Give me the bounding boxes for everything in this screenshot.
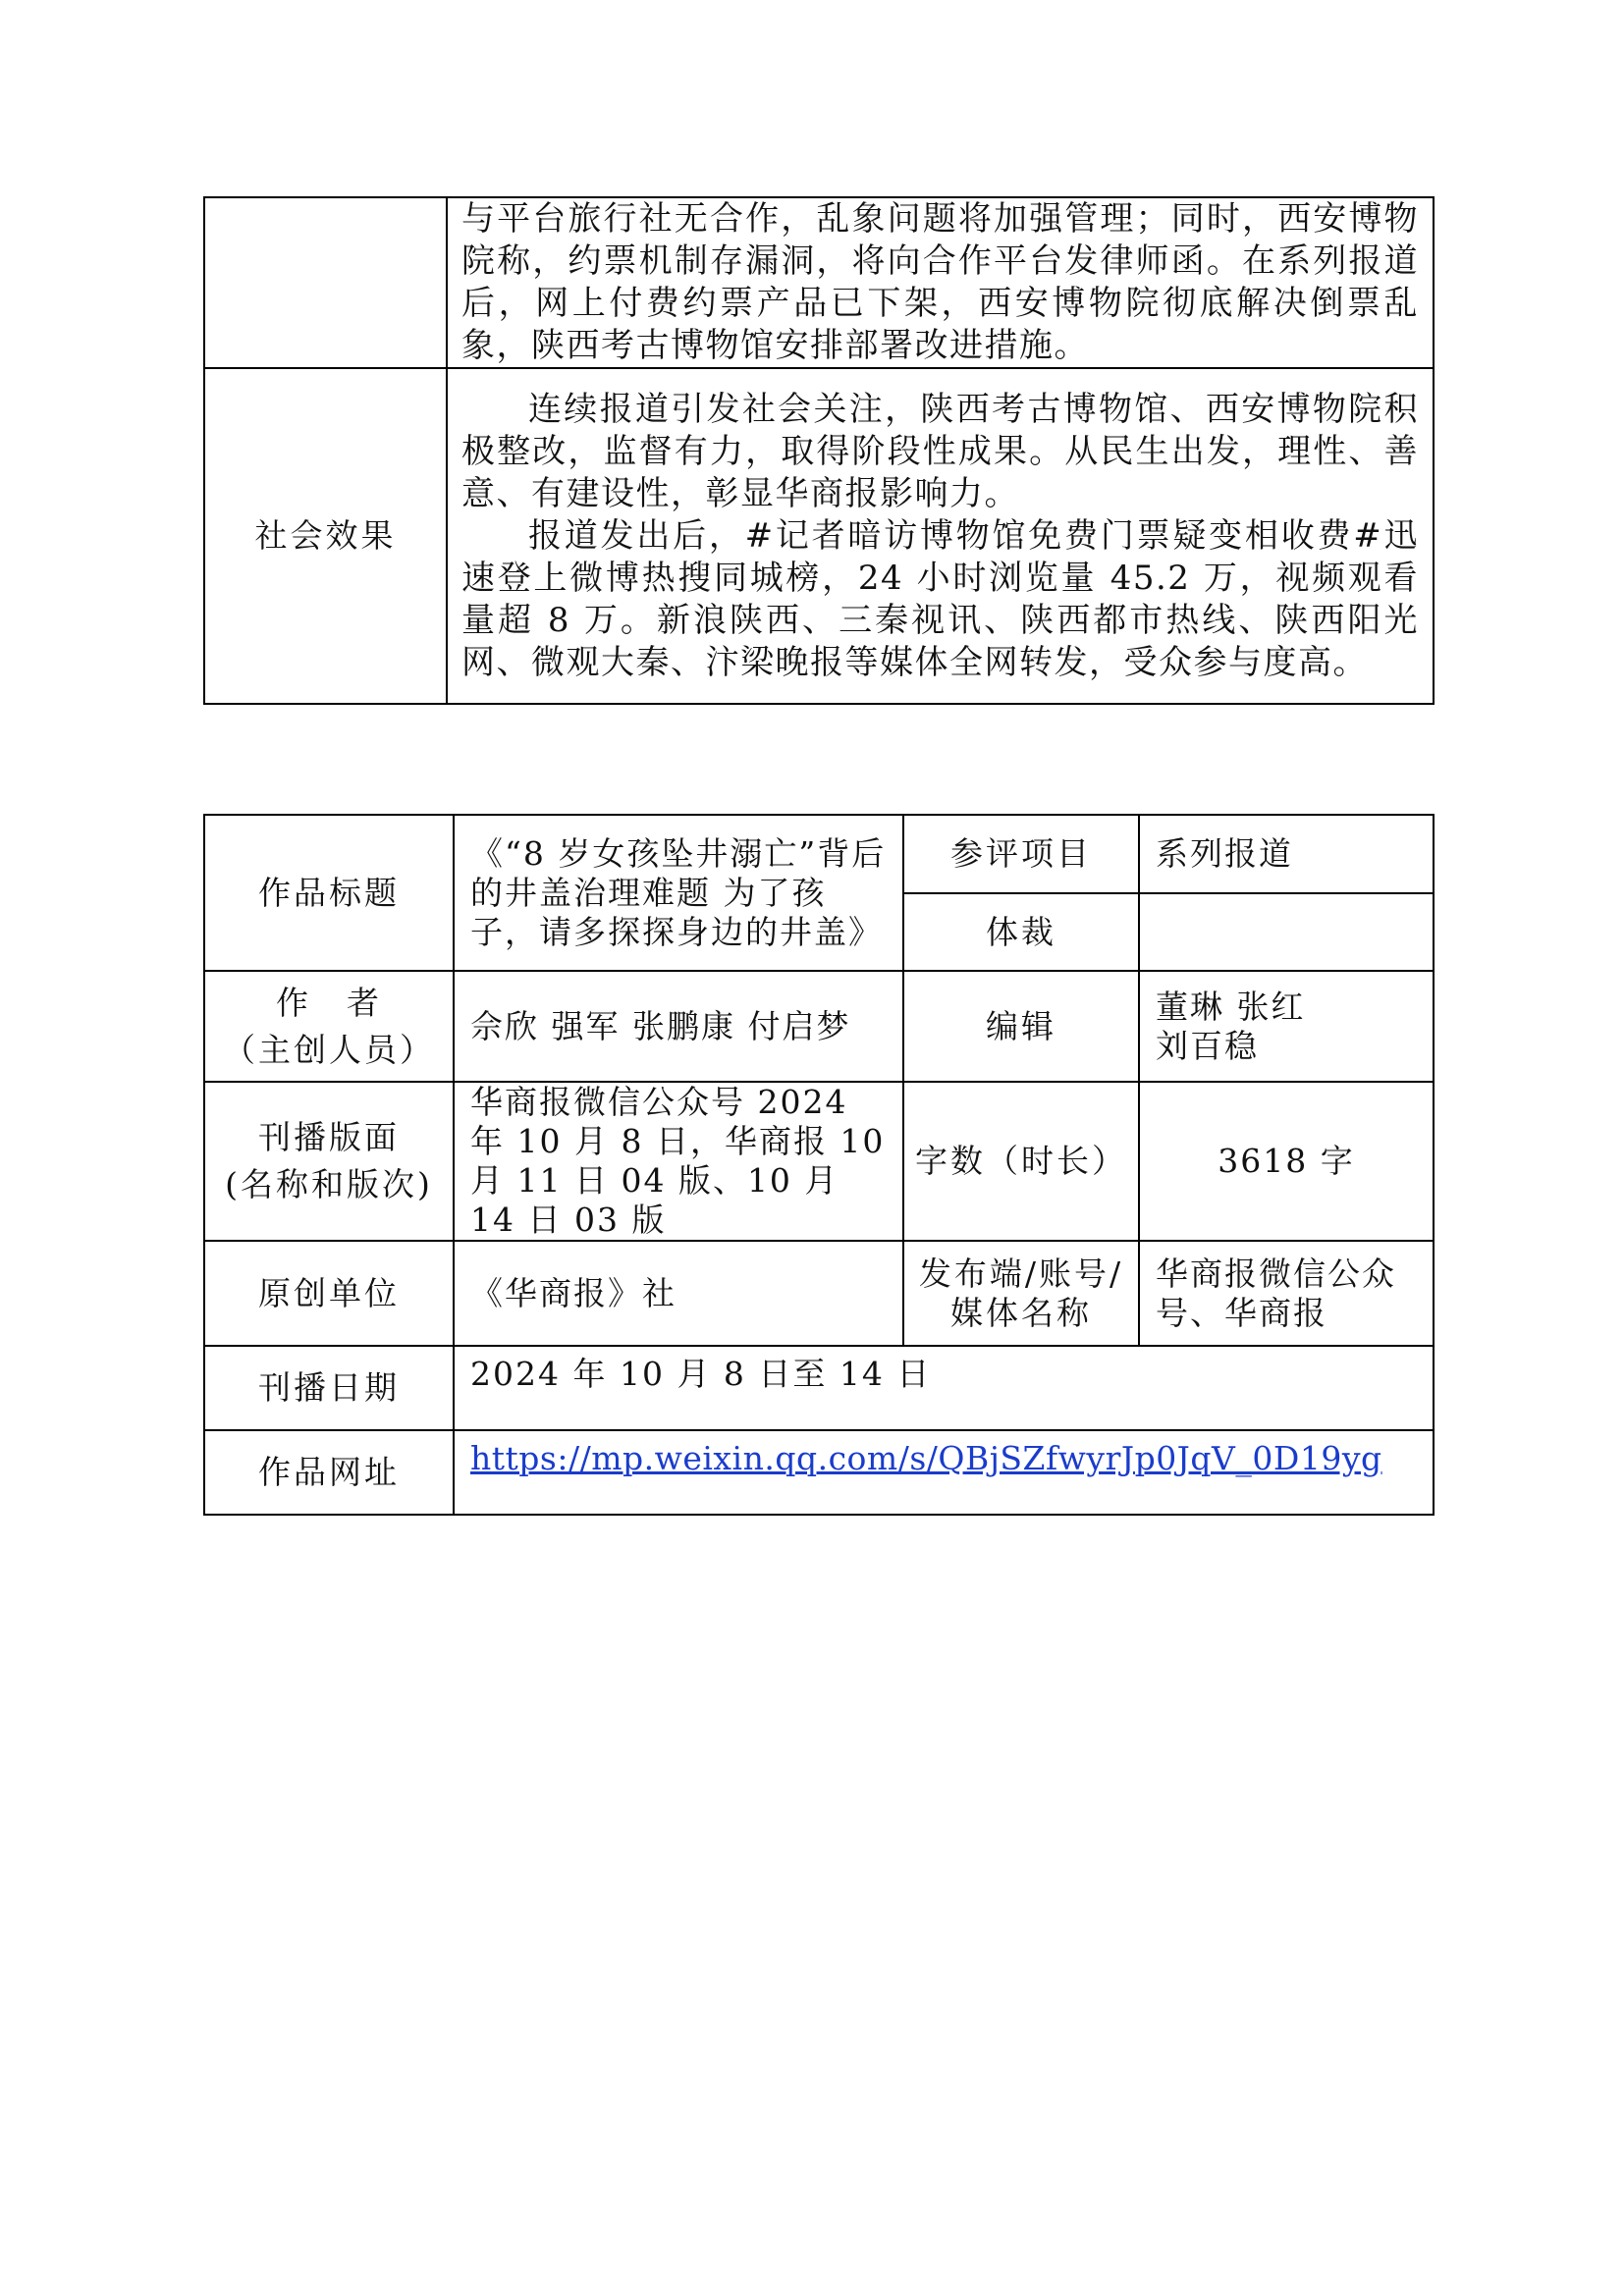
title-value: 《“8 岁女孩坠井溺亡”背后的井盖治理难题 为了孩子，请多探探身边的井盖》 — [454, 815, 903, 971]
layout-value: 华商报微信公众号 2024 年 10 月 8 日，华商报 10 月 11 日 04 版、10 月 14 日 03 版 — [454, 1082, 903, 1241]
author-label-line2: （主创人员） — [223, 1030, 435, 1069]
category-value: 系列报道 — [1139, 815, 1434, 893]
effects-table — [203, 196, 1435, 705]
social-effect-label: 社会效果 — [204, 368, 447, 704]
title-label: 作品标题 — [204, 815, 454, 971]
social-effect-cell — [447, 368, 1434, 704]
genre-value — [1139, 893, 1434, 971]
date-label: 刊播日期 — [204, 1346, 454, 1430]
author-label-line1: 作 者 — [276, 983, 382, 1022]
url-link[interactable]: https://mp.weixin.qq.com/s/QBjSZfwyrJp0JqV_0D19yg — [470, 1439, 1382, 1477]
editor-value-line2: 刘百稳 — [1156, 1026, 1259, 1065]
editor-value-line1: 董琳 张红 — [1156, 987, 1306, 1026]
category-label: 参评项目 — [903, 815, 1139, 893]
layout-label-line1: 刊播版面 — [258, 1118, 400, 1156]
unit-label: 原创单位 — [204, 1241, 454, 1346]
layout-label-line2: (名称和版次) — [225, 1165, 433, 1203]
url-cell — [454, 1430, 1434, 1515]
author-value: 佘欣 强军 张鹏康 付启梦 — [454, 971, 903, 1082]
date-value: 2024 年 10 月 8 日至 14 日 — [454, 1346, 1434, 1430]
genre-label: 体裁 — [903, 893, 1139, 971]
social-effect-paragraph-2: 报道发出后，#记者暗访博物馆免费门票疑变相收费#迅速登上微博热搜同城榜，24 小时浏览量 45.2 万，视频观看量超 8 万。新浪陕西、三秦视讯、陕西都市热线、陕西阳光网、微观大秦、汴梁晚报等媒体全网转发，受众参与度高。 — [461, 515, 1419, 682]
author-label — [204, 971, 454, 1082]
editor-label: 编辑 — [903, 971, 1139, 1082]
platform-label: 发布端/账号/媒体名称 — [903, 1241, 1139, 1346]
platform-value: 华商报微信公众号、华商报 — [1139, 1241, 1434, 1346]
unit-value: 《华商报》社 — [454, 1241, 903, 1346]
layout-label — [204, 1082, 454, 1241]
social-effect-paragraph-1: 连续报道引发社会关注，陕西考古博物馆、西安博物院积极整改，监督有力，取得阶段性成果。从民生出发，理性、善意、有建设性，彰显华商报影响力。 — [461, 389, 1419, 513]
continued-text: 与平台旅行社无合作，乱象问题将加强管理；同时，西安博物院称，约票机制存漏洞，将向合作平台发律师函。在系列报道后，网上付费约票产品已下架，西安博物院彻底解决倒票乱象，陕西考古博物馆安排部署改进措施。 — [447, 197, 1434, 368]
empty-label-cell — [204, 197, 447, 368]
wordcount-value: 3618 字 — [1139, 1082, 1434, 1241]
editor-value — [1139, 971, 1434, 1082]
wordcount-label: 字数（时长） — [903, 1082, 1139, 1241]
entry-info-table — [203, 814, 1435, 1516]
url-label: 作品网址 — [204, 1430, 454, 1515]
